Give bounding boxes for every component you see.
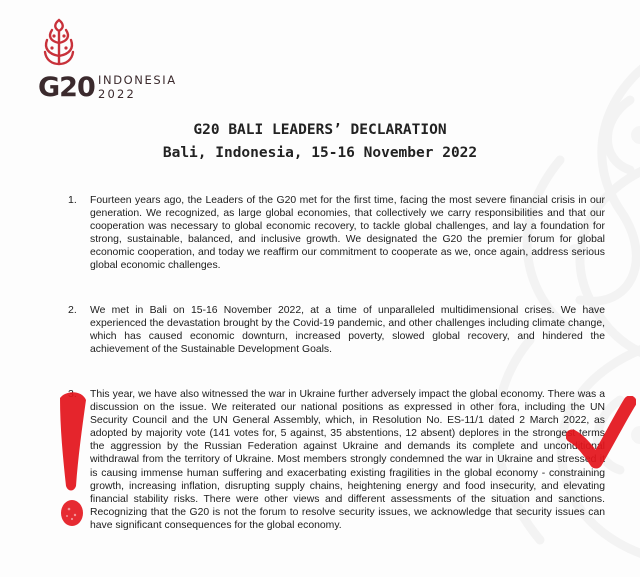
declaration-subtitle: Bali, Indonesia, 15-16 November 2022	[162, 145, 478, 161]
paragraph-3	[70, 388, 605, 532]
paragraph-text: Fourteen years ago, the Leaders of the G20 met for the first time, facing the most severe financial crisis in our generation. We recognized, as large global economies, that collectively we carry responsibilities and that our cooperation was necessary to global economic recovery, to tackle global challenges, and lay a foundation for strong, sustainable, balanced, and inclusive growth. We designated the G20 the premier forum for global economic cooperation, and today we reaffirm our commitment to cooperate as we, once again, address serious global economic challenges.	[90, 195, 605, 272]
paragraph-2	[70, 304, 605, 356]
g20-indonesia-logo	[34, 18, 194, 103]
kawung-emblem-icon	[42, 18, 76, 66]
logo-g20-text: G20	[38, 72, 95, 103]
paragraph-1	[70, 194, 605, 273]
paragraph-number: 2.	[68, 304, 77, 316]
paragraph-text: We met in Bali on 15-16 November 2022, at a time of unparalleled multidimensional crises. We have experienced the devastation brought by the Covid-19 pandemic, and other challenges including climate change, which has caused economic downturn, increased poverty, slowed global recovery, and hindered the achievement of the Sustainable Development Goals.	[90, 305, 605, 356]
logo-country-text: INDONESIA	[98, 73, 177, 87]
exclamation-mark-annotation	[52, 388, 96, 538]
paragraph-number: 1.	[68, 194, 77, 206]
paragraph-text: This year, we have also witnessed the war in Ukraine further adversely impact the global economy. There was a discussion on the issue. We reiterated our national positions as expressed in other fora, including the UN Security Council and the UN General Assembly, which, in Resolution No. ES-11/1 dated 2 March 2022, as adopted by majority vote (141 votes for, 5 against, 35 abstentions, 12 absent) deplores in the strongest terms the aggression by the Russian Federation against Ukraine and demands its complete and unconditional withdrawal from the territory of Ukraine. Most members strongly condemned the war in Ukraine and stressed it is causing immense human suffering and exacerbating existing fragilities in the global economy - constraining growth, increasing inflation, disrupting supply chains, heightening energy and food insecurity, and elevating financial stability risks. There were other views and different assessments of the situation and sanctions. Recognizing that the G20 is not the forum to resolve security issues, we acknowledge that security issues can have significant consequences for the global economy.	[90, 389, 605, 531]
check-mark-annotation	[566, 396, 636, 478]
logo-year-text: 2022	[98, 87, 137, 101]
declaration-title: G20 BALI LEADERS’ DECLARATION	[193, 122, 447, 138]
